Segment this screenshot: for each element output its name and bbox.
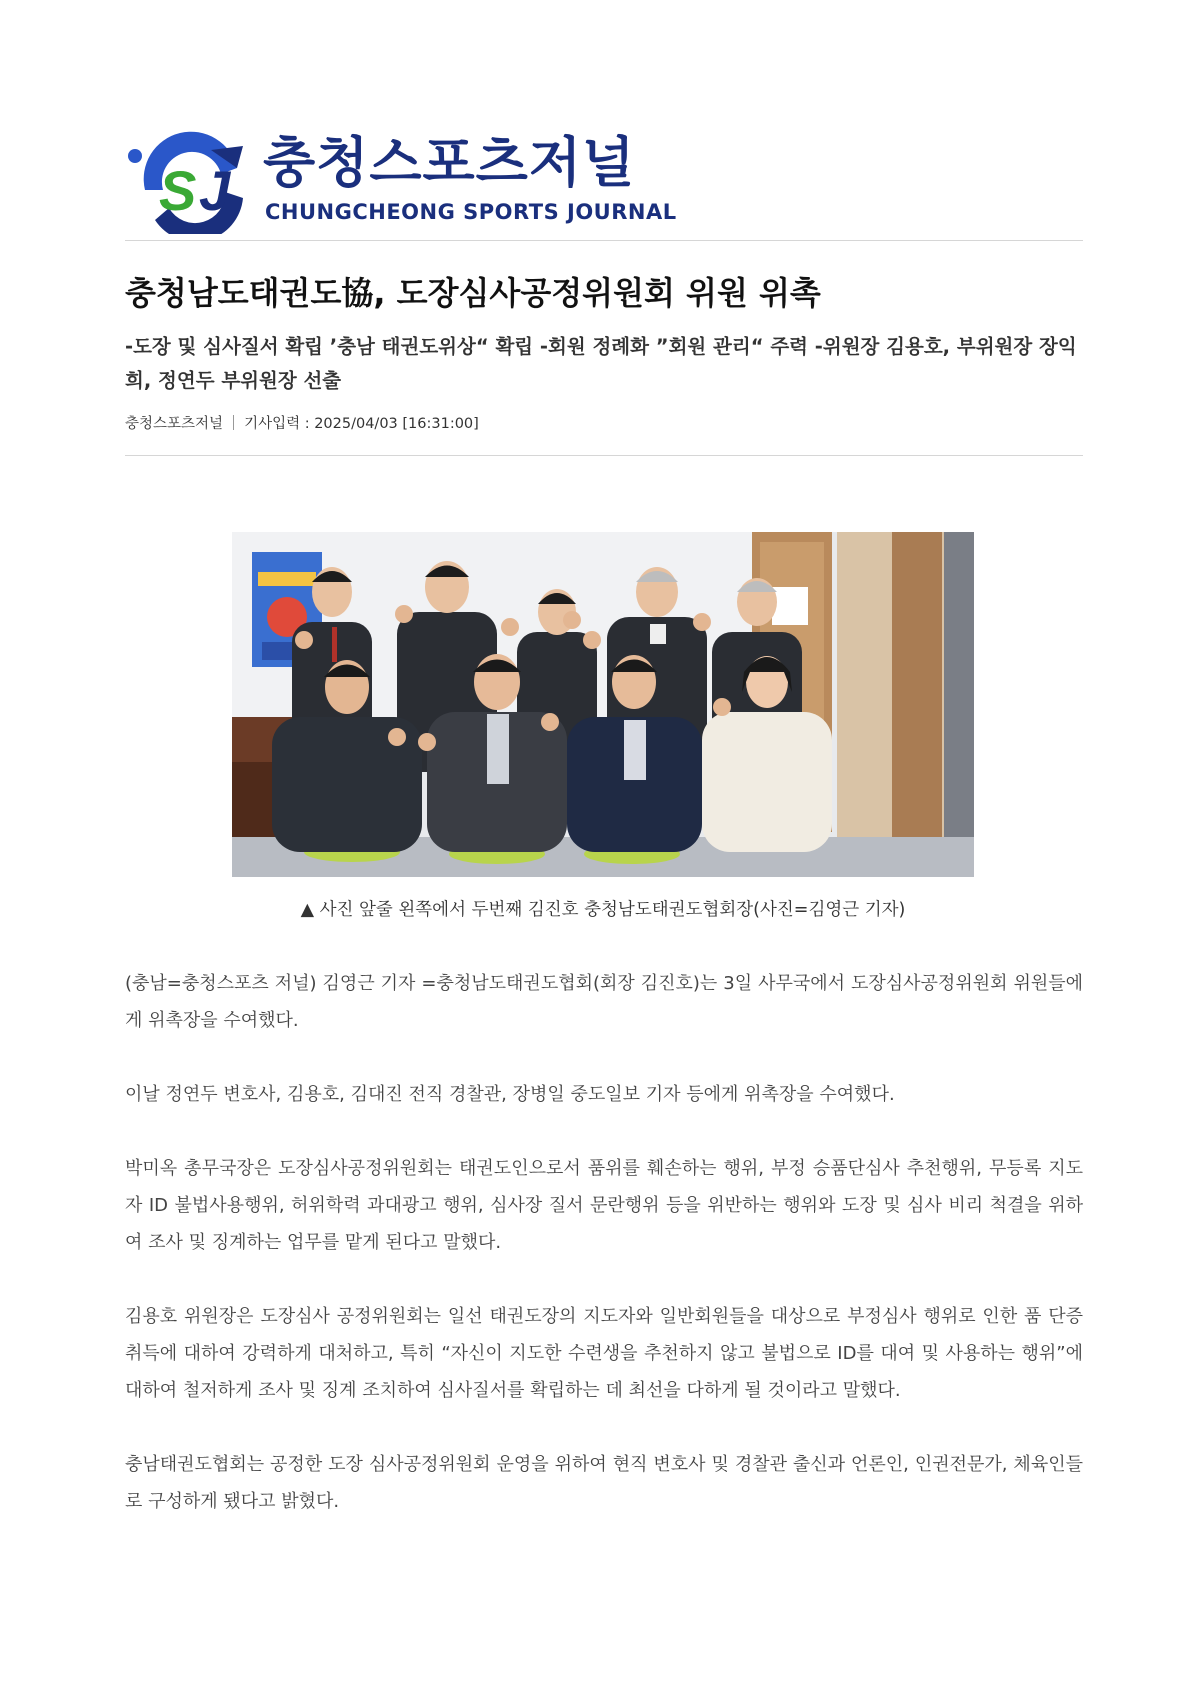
- logo-name-english: CHUNGCHEONG SPORTS JOURNAL: [265, 200, 677, 224]
- header-divider: [125, 240, 1083, 241]
- article-date: 기사입력 : 2025/04/03 [16:31:00]: [244, 416, 479, 432]
- photo-caption: ▲ 사진 앞줄 왼쪽에서 두번째 김진호 충청남도태권도협회장(사진=김영근 기자): [300, 900, 906, 920]
- meta-divider: [125, 455, 1083, 456]
- article-photo[interactable]: [232, 532, 974, 877]
- svg-text:J: J: [199, 159, 231, 222]
- meta-separator: [233, 415, 234, 430]
- article-paragraph: (충남=충청스포츠 저널) 김영근 기자 =충청남도태권도협회(회장 김진호)는 3일 사무국에서 도장심사공정위원회 위원들에게 위촉장을 수여했다.: [125, 973, 1083, 1031]
- group-photo-image: [232, 532, 974, 877]
- article-paragraph: 이날 정연두 변호사, 김용호, 김대진 전직 경찰관, 장병일 중도일보 기자 등에게 위촉장을 수여했다.: [125, 1084, 895, 1105]
- svg-text:S: S: [159, 159, 197, 222]
- article-paragraph: 박미옥 총무국장은 도장심사공정위원회는 태권도인으로서 품위를 훼손하는 행위, 부정 승품단심사 추천행위, 무등록 지도자 ID 불법사용행위, 허위학력 과대광고 행위, 심사장 질서 문란행위 등을 위반하는 행위와 도장 및 심사 비리 척결을 위하여 조사 및 징계하는 업무를 맡게 된다고 말했다.: [125, 1158, 1083, 1253]
- article-subheadline: -도장 및 심사질서 확립 ’충남 태권도위상“ 확립 -회원 정례화 ”회원 관리“ 주력 -위원장 김용호, 부위원장 장익희, 정연두 부위원장 선출: [125, 335, 1077, 392]
- article-meta: [125, 412, 479, 436]
- article-headline: 충청남도태권도協, 도장심사공정위원회 위원 위촉: [125, 274, 821, 312]
- logo-name-korean: 충청스포츠저널: [263, 131, 636, 194]
- sj-logo-icon: [125, 128, 260, 234]
- article-paragraph: 충남태권도협회는 공정한 도장 심사공정위원회 운영을 위하여 현직 변호사 및 경찰관 출신과 언론인, 인권전문가, 체육인들로 구성하게 됐다고 밝혔다.: [125, 1454, 1083, 1512]
- article-source[interactable]: 충청스포츠저널: [125, 416, 224, 432]
- site-logo[interactable]: [125, 128, 685, 234]
- article-body: [125, 965, 1083, 1557]
- article-paragraph: 김용호 위원장은 도장심사 공정위원회는 일선 태권도장의 지도자와 일반회원들을 대상으로 부정심사 행위로 인한 품 단증 취득에 대하여 강력하게 대처하고, 특히 “자신이 지도한 수련생을 추천하지 않고 불법으로 ID를 대여 및 사용하는 행위”에 대하여 철저하게 조사 및 징계 조치하여 심사질서를 확립하는 데 최선을 다하게 될 것이라고 말했다.: [125, 1306, 1083, 1401]
